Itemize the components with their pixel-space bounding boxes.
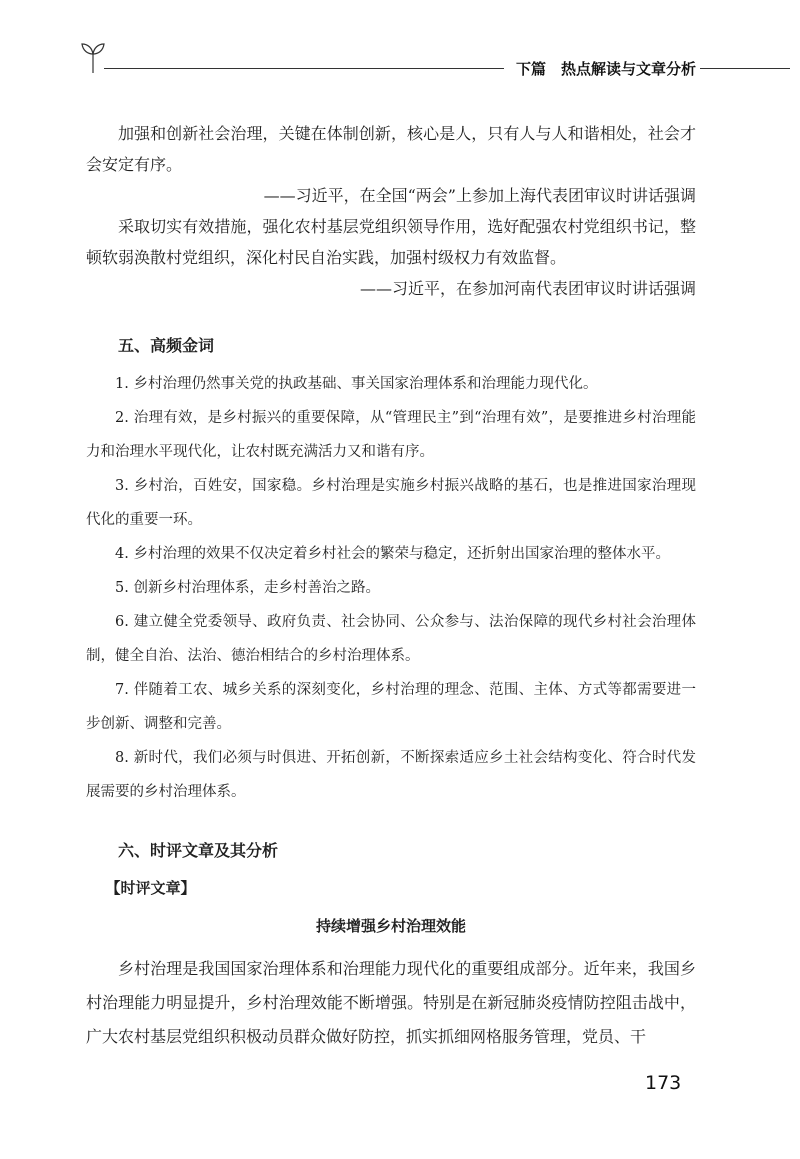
list-item: 3. 乡村治，百姓安，国家稳。乡村治理是实施乡村振兴战略的基石，也是推进国家治理现代化的重要一环。 [86,478,696,528]
quote-source: ——习近平，在全国“两会”上参加上海代表团审议时讲话强调 [263,186,696,205]
list-item: 6. 建立健全党委领导、政府负责、社会协同、公众参与、法治保障的现代乡村社会治理体制，健全自治、法治、德治相结合的乡村治理体系。 [86,614,696,664]
quote-text: 加强和创新社会治理，关键在体制创新，核心是人，只有人与人和谐相处，社会才会安定有序。 [86,124,696,174]
list-item: 4. 乡村治理的效果不仅决定着乡村社会的繁荣与稳定，还折射出国家治理的整体水平。 [115,546,670,562]
section-heading: 五、高频金词 [118,336,215,355]
list-item: 5. 创新乡村治理体系，走乡村善治之路。 [115,580,380,596]
list-item: 8. 新时代，我们必须与时俱进、开拓创新，不断探索适应乡土社会结构变化、符合时代发展需要的乡村治理体系。 [86,750,696,800]
section-heading: 六、时评文章及其分析 [118,841,279,860]
list-item: 2. 治理有效，是乡村振兴的重要保障，从“管理民主”到“治理有效”，是要推进乡村治理能力和治理水平现代化，让农村既充满活力又和谐有序。 [86,410,696,460]
page-content [86,118,696,1054]
sprout-icon [80,40,106,74]
list-item: 1. 乡村治理仍然事关党的执政基础、事关国家治理体系和治理能力现代化。 [115,376,598,392]
subsection-label: 【时评文章】 [105,879,196,897]
header-rule-right [700,68,790,69]
header-title: 下篇 热点解读与文章分析 [516,60,697,78]
quote-source: ——习近平，在参加河南代表团审议时讲话强调 [359,279,696,298]
list-item: 7. 伴随着工农、城乡关系的深刻变化，乡村治理的理念、范围、主体、方式等都需要进一步创新、调整和完善。 [86,682,696,732]
page-header [0,38,800,78]
article-body: 乡村治理是我国国家治理体系和治理能力现代化的重要组成部分。近年来，我国乡村治理能力明显提升，乡村治理效能不断增强。特别是在新冠肺炎疫情防控阻击战中，广大农村基层党组织积极动员群众做好防控，抓实抓细网格服务管理，党员、干 [86,959,696,1046]
quote-text: 采取切实有效措施，强化农村基层党组织领导作用，选好配强农村党组织书记，整顿软弱涣散村党组织，深化村民自治实践，加强村级权力有效监督。 [86,217,696,267]
page-number: 173 [645,1072,682,1094]
article-title: 持续增强乡村治理效能 [315,917,466,935]
header-rule-left [104,68,504,69]
